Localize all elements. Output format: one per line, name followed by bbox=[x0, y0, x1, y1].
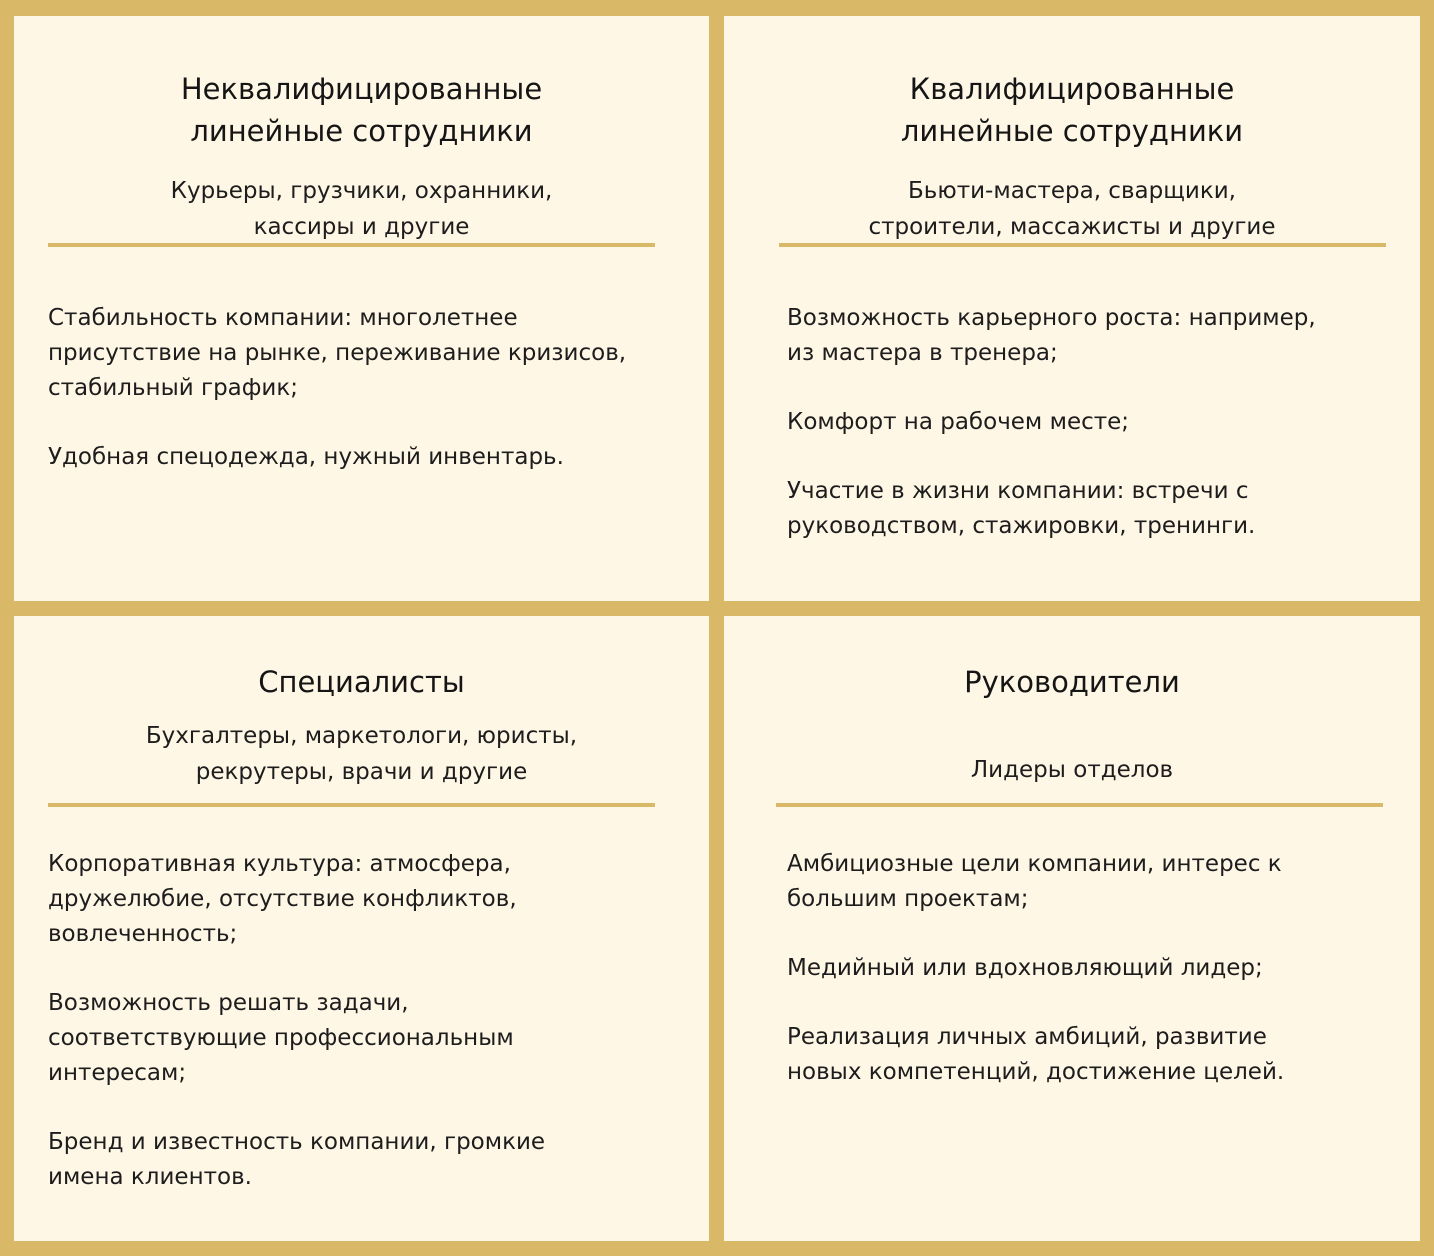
card-specialists bbox=[14, 616, 709, 1241]
list-item: Комфорт на рабочем месте; bbox=[787, 409, 1130, 435]
card-body bbox=[48, 301, 688, 475]
list-item: Удобная спецодежда, нужный инвентарь. bbox=[48, 444, 564, 470]
card-unskilled-line-staff bbox=[14, 16, 709, 601]
list-item: Бренд и известность компании, громкие имена клиентов. bbox=[48, 1129, 546, 1190]
card-subtitle: Курьеры, грузчики, охранники, кассиры и другие bbox=[170, 178, 553, 240]
list-item: Возможность карьерного роста: например, из мастера в тренера; bbox=[787, 305, 1316, 366]
card-skilled-line-staff bbox=[724, 16, 1420, 601]
card-divider bbox=[48, 803, 655, 807]
card-divider bbox=[48, 243, 655, 247]
list-item: Возможность решать задачи, соответствующие профессиональным интересам; bbox=[48, 990, 514, 1086]
card-subtitle: Лидеры отделов bbox=[970, 757, 1174, 783]
card-body bbox=[787, 301, 1407, 544]
card-subtitle: Бьюти-мастера, сварщики, строители, массажисты и другие bbox=[868, 178, 1276, 240]
card-title: Руководители bbox=[964, 665, 1180, 699]
card-title: Специалисты bbox=[258, 665, 465, 699]
card-subtitle: Бухгалтеры, маркетологи, юристы, рекрутеры, врачи и другие bbox=[145, 723, 578, 785]
list-item: Корпоративная культура: атмосфера, дружелюбие, отсутствие конфликтов, вовлеченность; bbox=[48, 851, 517, 947]
card-divider bbox=[779, 243, 1386, 247]
card-title: Квалифицированные линейные сотрудники bbox=[900, 72, 1244, 148]
list-item: Участие в жизни компании: встречи с руководством, стажировки, тренинги. bbox=[787, 478, 1256, 539]
card-divider bbox=[776, 803, 1383, 807]
list-item: Реализация личных амбиций, развитие новых компетенций, достижение целей. bbox=[787, 1024, 1285, 1085]
list-item: Медийный или вдохновляющий лидер; bbox=[787, 955, 1263, 981]
list-item: Амбициозные цели компании, интерес к большим проектам; bbox=[787, 851, 1282, 912]
list-item: Стабильность компании: многолетнее присутствие на рынке, переживание кризисов, стабильный график; bbox=[48, 305, 627, 401]
card-managers bbox=[724, 616, 1420, 1241]
card-title: Неквалифицированные линейные сотрудники bbox=[180, 72, 543, 148]
card-body bbox=[48, 847, 688, 1195]
card-body bbox=[787, 847, 1407, 1090]
